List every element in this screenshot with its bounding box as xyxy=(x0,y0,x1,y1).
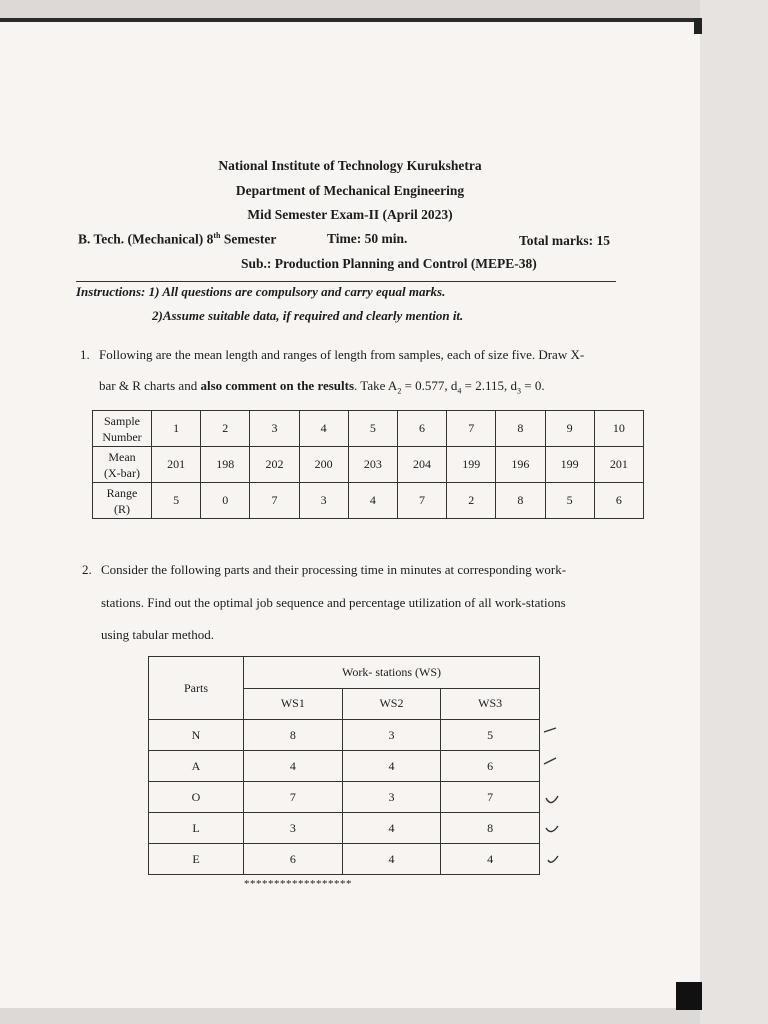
table-cell: 1 xyxy=(152,411,201,447)
ws2-header: WS2 xyxy=(342,688,441,720)
table-cell: 0 xyxy=(201,483,250,519)
table-cell: 10 xyxy=(594,411,643,447)
handwritten-ticks xyxy=(540,722,570,877)
table-row xyxy=(149,751,540,782)
table-cell: 3 xyxy=(299,483,348,519)
table-cell: 6 xyxy=(441,751,540,782)
instruction-line-1: Instructions: 1) All questions are compulsory and carry equal marks. xyxy=(76,284,446,299)
table-cell: 6 xyxy=(397,411,446,447)
table-cell: 202 xyxy=(250,447,299,483)
table-cell: 5 xyxy=(348,411,397,447)
table-cell: 199 xyxy=(447,447,496,483)
table-cell: 7 xyxy=(250,483,299,519)
part-cell: O xyxy=(149,782,244,813)
table-cell: 3 xyxy=(342,782,441,813)
question-1-line-2: bar & R charts and also comment on the results. Take $A_2 = 0.577$, $d_4 = 2.115$, $d_3 = 0$. xyxy=(99,378,545,396)
exam-time: Time: 50 min. xyxy=(327,231,408,246)
question-2-line-1: Consider the following parts and their processing time in minutes at corresponding work- xyxy=(101,562,567,577)
tick-marks-icon xyxy=(540,722,570,872)
table-cell: 3 xyxy=(342,720,441,751)
table-cell: 7 xyxy=(447,411,496,447)
table-row xyxy=(149,782,540,813)
part-cell: N xyxy=(149,720,244,751)
table-cell: 6 xyxy=(594,483,643,519)
ws1-header: WS1 xyxy=(244,688,343,720)
workstation-table xyxy=(148,656,540,875)
total-marks: Total marks: 15 xyxy=(519,233,611,248)
question-2-number: 2. xyxy=(82,562,92,577)
question-1-line-1: Following are the mean length and ranges of length from samples, each of size five. Draw X- xyxy=(99,347,585,362)
top-corner-mark xyxy=(694,18,702,34)
question-2-line-2: stations. Find out the optimal job sequence and percentage utilization of all work-stations xyxy=(101,595,566,610)
instruction-line-2: 2)Assume suitable data, if required and clearly mention it. xyxy=(152,308,464,323)
table-cell: 4 xyxy=(441,844,540,875)
table-cell: 196 xyxy=(496,447,545,483)
table-cell: 8 xyxy=(441,813,540,844)
department-name: Department of Mechanical Engineering xyxy=(235,183,465,198)
table-cell: 203 xyxy=(348,447,397,483)
page-background xyxy=(700,0,768,1024)
table-row xyxy=(149,813,540,844)
table-cell: 204 xyxy=(397,447,446,483)
row-header-mean: Mean (X-bar) xyxy=(93,447,152,483)
table-cell: 201 xyxy=(594,447,643,483)
table-cell: 7 xyxy=(441,782,540,813)
part-cell: A xyxy=(149,751,244,782)
table-cell: 4 xyxy=(244,751,343,782)
part-cell: E xyxy=(149,844,244,875)
course-info: B. Tech. (Mechanical) 8th Semester xyxy=(78,231,277,247)
table-cell: 2 xyxy=(201,411,250,447)
table-cell: 199 xyxy=(545,447,594,483)
table-cell: 8 xyxy=(244,720,343,751)
table-cell: 5 xyxy=(441,720,540,751)
table-cell: 5 xyxy=(545,483,594,519)
table-cell: 4 xyxy=(299,411,348,447)
exam-title: Mid Semester Exam-II (April 2023) xyxy=(247,207,453,222)
table-cell: 5 xyxy=(152,483,201,519)
table-row xyxy=(149,720,540,751)
table-row xyxy=(93,411,644,447)
row-header-sample-number: Sample Number xyxy=(93,411,152,447)
table-cell: 6 xyxy=(244,844,343,875)
table-row xyxy=(149,657,540,689)
end-marker: ****************** xyxy=(244,878,352,890)
top-edge-line xyxy=(0,18,700,22)
parts-header: Parts xyxy=(149,657,244,720)
table-cell: 3 xyxy=(250,411,299,447)
table-row xyxy=(93,483,644,519)
table-cell: 2 xyxy=(447,483,496,519)
table-row xyxy=(93,447,644,483)
table-cell: 4 xyxy=(342,751,441,782)
sample-data-table xyxy=(92,410,644,519)
question-1-number: 1. xyxy=(80,347,90,362)
subject-title: Sub.: Production Planning and Control (MEPE-38) xyxy=(241,256,537,271)
header-divider xyxy=(76,281,616,282)
question-2-line-3: using tabular method. xyxy=(101,627,215,642)
table-cell: 200 xyxy=(299,447,348,483)
table-cell: 7 xyxy=(244,782,343,813)
table-cell: 9 xyxy=(545,411,594,447)
ws3-header: WS3 xyxy=(441,688,540,720)
table-row xyxy=(149,844,540,875)
table-cell: 8 xyxy=(496,411,545,447)
table-cell: 3 xyxy=(244,813,343,844)
workstations-header: Work- stations (WS) xyxy=(244,657,540,689)
table-cell: 4 xyxy=(348,483,397,519)
table-cell: 198 xyxy=(201,447,250,483)
table-cell: 201 xyxy=(152,447,201,483)
part-cell: L xyxy=(149,813,244,844)
table-cell: 4 xyxy=(342,813,441,844)
table-cell: 7 xyxy=(397,483,446,519)
table-cell: 4 xyxy=(342,844,441,875)
row-header-range: Range (R) xyxy=(93,483,152,519)
table-cell: 8 xyxy=(496,483,545,519)
bottom-corner-mark xyxy=(676,982,702,1010)
institute-name: National Institute of Technology Kurukshetra xyxy=(218,158,482,173)
